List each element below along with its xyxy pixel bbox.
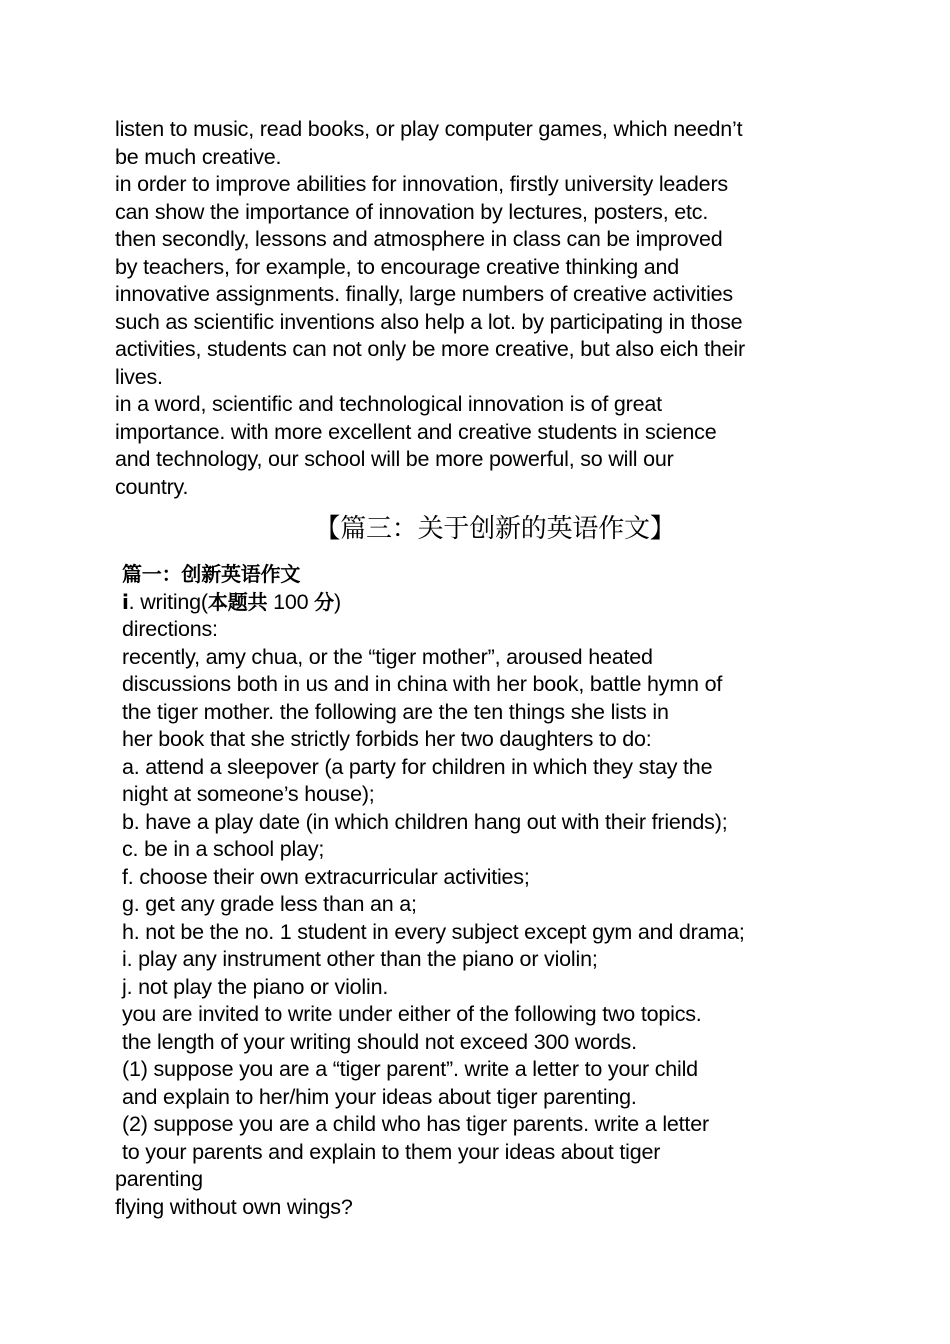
text-line: importance. with more excellent and creative students in science [115,419,717,444]
text-line: j. not play the piano or violin. [122,974,389,999]
text-line: country. [115,474,189,499]
text-line: c. be in a school play; [122,837,325,861]
text-line: her book that she strictly forbids her two daughters to do: [122,727,652,751]
directions-body [115,616,845,1166]
writing-number: i [122,589,129,614]
text-line: you are invited to write under either of the following two topics. [122,1002,702,1026]
text-line: and explain to her/him your ideas about tiger parenting. [122,1084,637,1109]
text-line: recently, amy chua, or the “tiger mother”, aroused heated [122,644,653,669]
document-page [115,116,845,1221]
text-line: h. not be the no. 1 student in every subject except gym and drama; [122,919,745,944]
writing-score-label: 本题共 [207,589,268,614]
text-line: such as scientific inventions also help a lot. by participating in those [115,309,743,334]
text-line: f. choose their own extracurricular activities; [122,864,530,889]
text-line: g. get any grade less than an a; [122,892,417,916]
text-line: i. play any instrument other than the piano or violin; [122,947,598,971]
writing-line [115,589,845,617]
text-line: (2) suppose you are a child who has tiger parents. write a letter [122,1112,709,1136]
text-line: a. attend a sleepover (a party for children in which they stay the [122,754,713,779]
text-line: the length of your writing should not exceed 300 words. [122,1029,637,1054]
writing-close: ) [333,589,341,614]
text-line: innovative assignments. finally, large numbers of creative activities [115,282,733,306]
text-line: in a word, scientific and technological innovation is of great [115,392,662,416]
text-line: by teachers, for example, to encourage creative thinking and [115,254,680,279]
text-line: b. have a play date (in which children hang out with their friends); [122,809,728,834]
text-line: listen to music, read books, or play computer games, which needn’t [115,117,743,141]
text-line: parenting [115,1167,203,1191]
text-line: can show the importance of innovation by lectures, posters, etc. [115,199,709,224]
writing-label: . writing( [128,589,208,614]
tail-lines [115,1166,845,1221]
writing-score: 100 [267,589,315,614]
text-line: and technology, our school will be more powerful, so will our [115,447,674,471]
text-line: discussions both in us and in china with her book, battle hymn of [122,672,723,696]
text-line: night at someone’s house); [122,782,375,806]
text-line: lives. [115,364,163,389]
writing-score-unit: 分 [314,589,334,614]
section-heading: 【篇三：关于创新的英语作文】 [314,514,676,544]
text-line: the tiger mother. the following are the ten things she lists in [122,699,669,724]
text-line: then secondly, lessons and atmosphere in class can be improved [115,227,723,251]
text-line: to your parents and explain to them your ideas about tiger [122,1139,661,1164]
sub-heading: 篇一：创新英语作文 [122,562,301,586]
text-line: (1) suppose you are a “tiger parent”. write a letter to your child [122,1057,698,1081]
text-line: in order to improve abilities for innovation, firstly university leaders [115,172,728,196]
text-line: activities, students can not only be more creative, but also eich their [115,337,745,361]
text-line: flying without own wings? [115,1194,353,1219]
essay-top-paragraphs [115,116,845,501]
text-line: be much creative. [115,144,282,169]
text-line: directions: [122,617,218,641]
